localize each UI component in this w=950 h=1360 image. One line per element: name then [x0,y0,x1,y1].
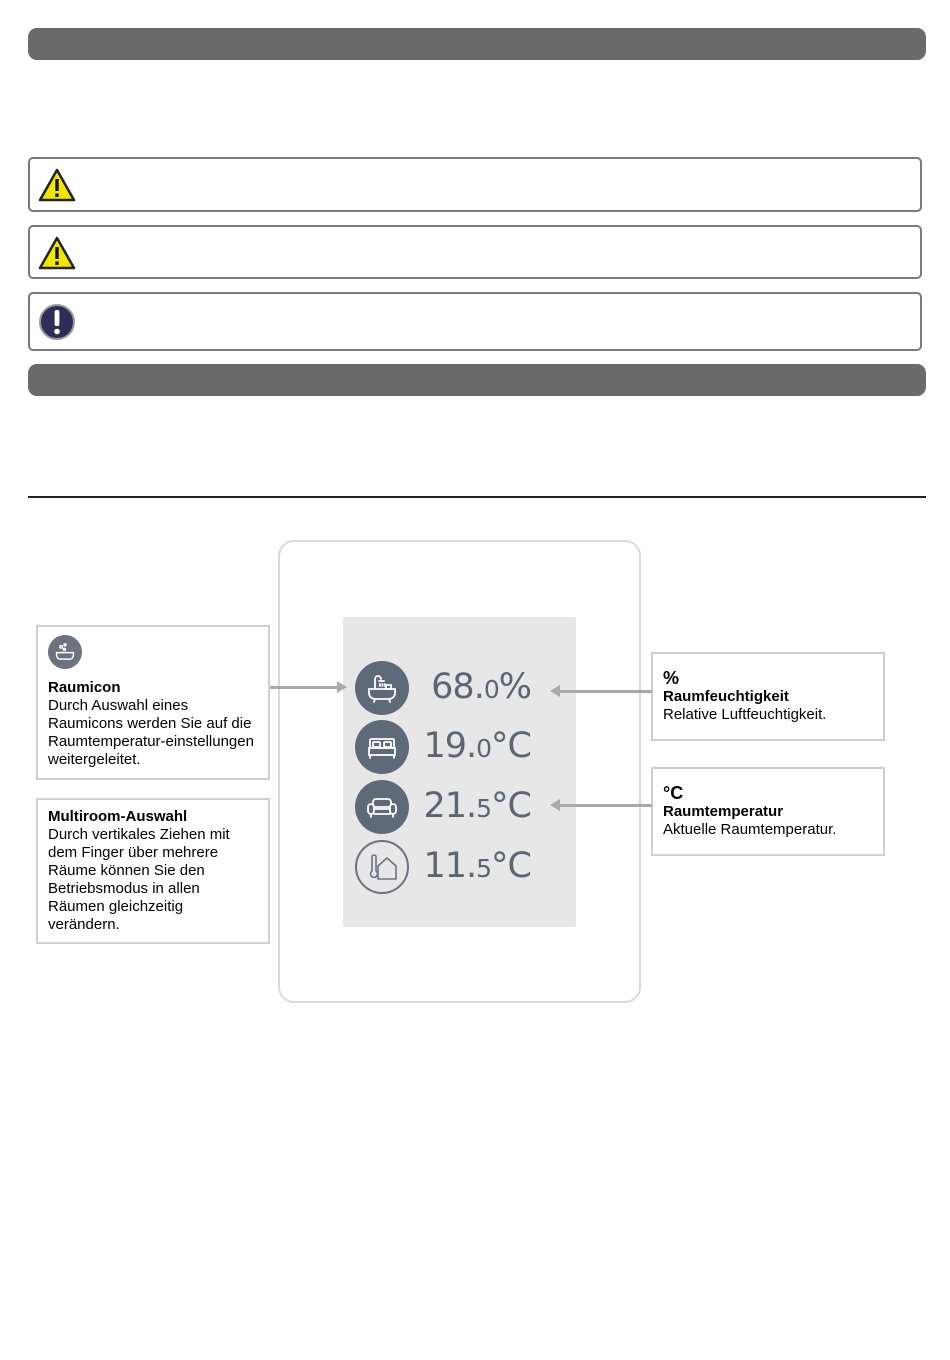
warning-triangle-icon [38,236,76,275]
callout-title: Raumfeuchtigkeit [663,688,789,705]
exclamation-circle-icon [38,303,76,346]
temperature-value: 11.5°C [423,846,531,886]
pointer-arrow [560,690,652,693]
temperature-value: 21.5°C [423,786,531,826]
callout-raumicon [36,625,270,780]
pointer-arrow [270,686,338,689]
arrowhead [550,685,560,697]
callout-text: Relative Luftfeuchtigkeit. [663,706,827,723]
bathtub-icon [48,635,82,669]
warning-notice [28,225,922,279]
bathtub-icon[interactable] [355,661,409,715]
callout-humidity [651,652,885,741]
callout-text: Durch vertikales Ziehen mit dem Finger über mehrere Räume können Sie den Betriebsmodus in allen Räumen gleichzeitig verändern. [48,826,230,933]
callout-title: Raumicon [48,679,121,696]
callout-title: Multiroom-Auswahl [48,808,188,825]
callout-text: Durch Auswahl eines Raumicons werden Sie auf die Raumtemperatur-einstellungen weitergeleitet. [48,697,254,768]
bed-icon[interactable] [355,720,409,774]
warning-triangle-icon [38,168,76,207]
callout-symbol: °C [663,783,684,803]
divider [28,496,926,498]
callout-temperature [651,767,885,856]
arrowhead [550,799,560,811]
warning-notice [28,157,922,212]
house-thermometer-icon[interactable] [355,840,409,894]
sofa-icon[interactable] [355,780,409,834]
callout-title: Raumtemperatur [663,803,784,820]
room-row-bathroom[interactable] [355,661,575,717]
section-header-bar [28,28,926,60]
callout-multiroom [36,798,270,944]
temperature-value: 19.0°C [423,726,531,766]
humidity-value: 68.0% [431,667,531,707]
callout-text: Aktuelle Raumtemperatur. [663,821,837,838]
pointer-arrow [560,804,652,807]
room-row-outdoor[interactable] [355,840,575,896]
callout-symbol: % [663,668,680,688]
room-row-bedroom[interactable] [355,720,575,776]
info-notice [28,292,922,351]
room-row-living-room[interactable] [355,780,575,836]
arrowhead [337,681,347,693]
section-header-bar [28,364,926,396]
